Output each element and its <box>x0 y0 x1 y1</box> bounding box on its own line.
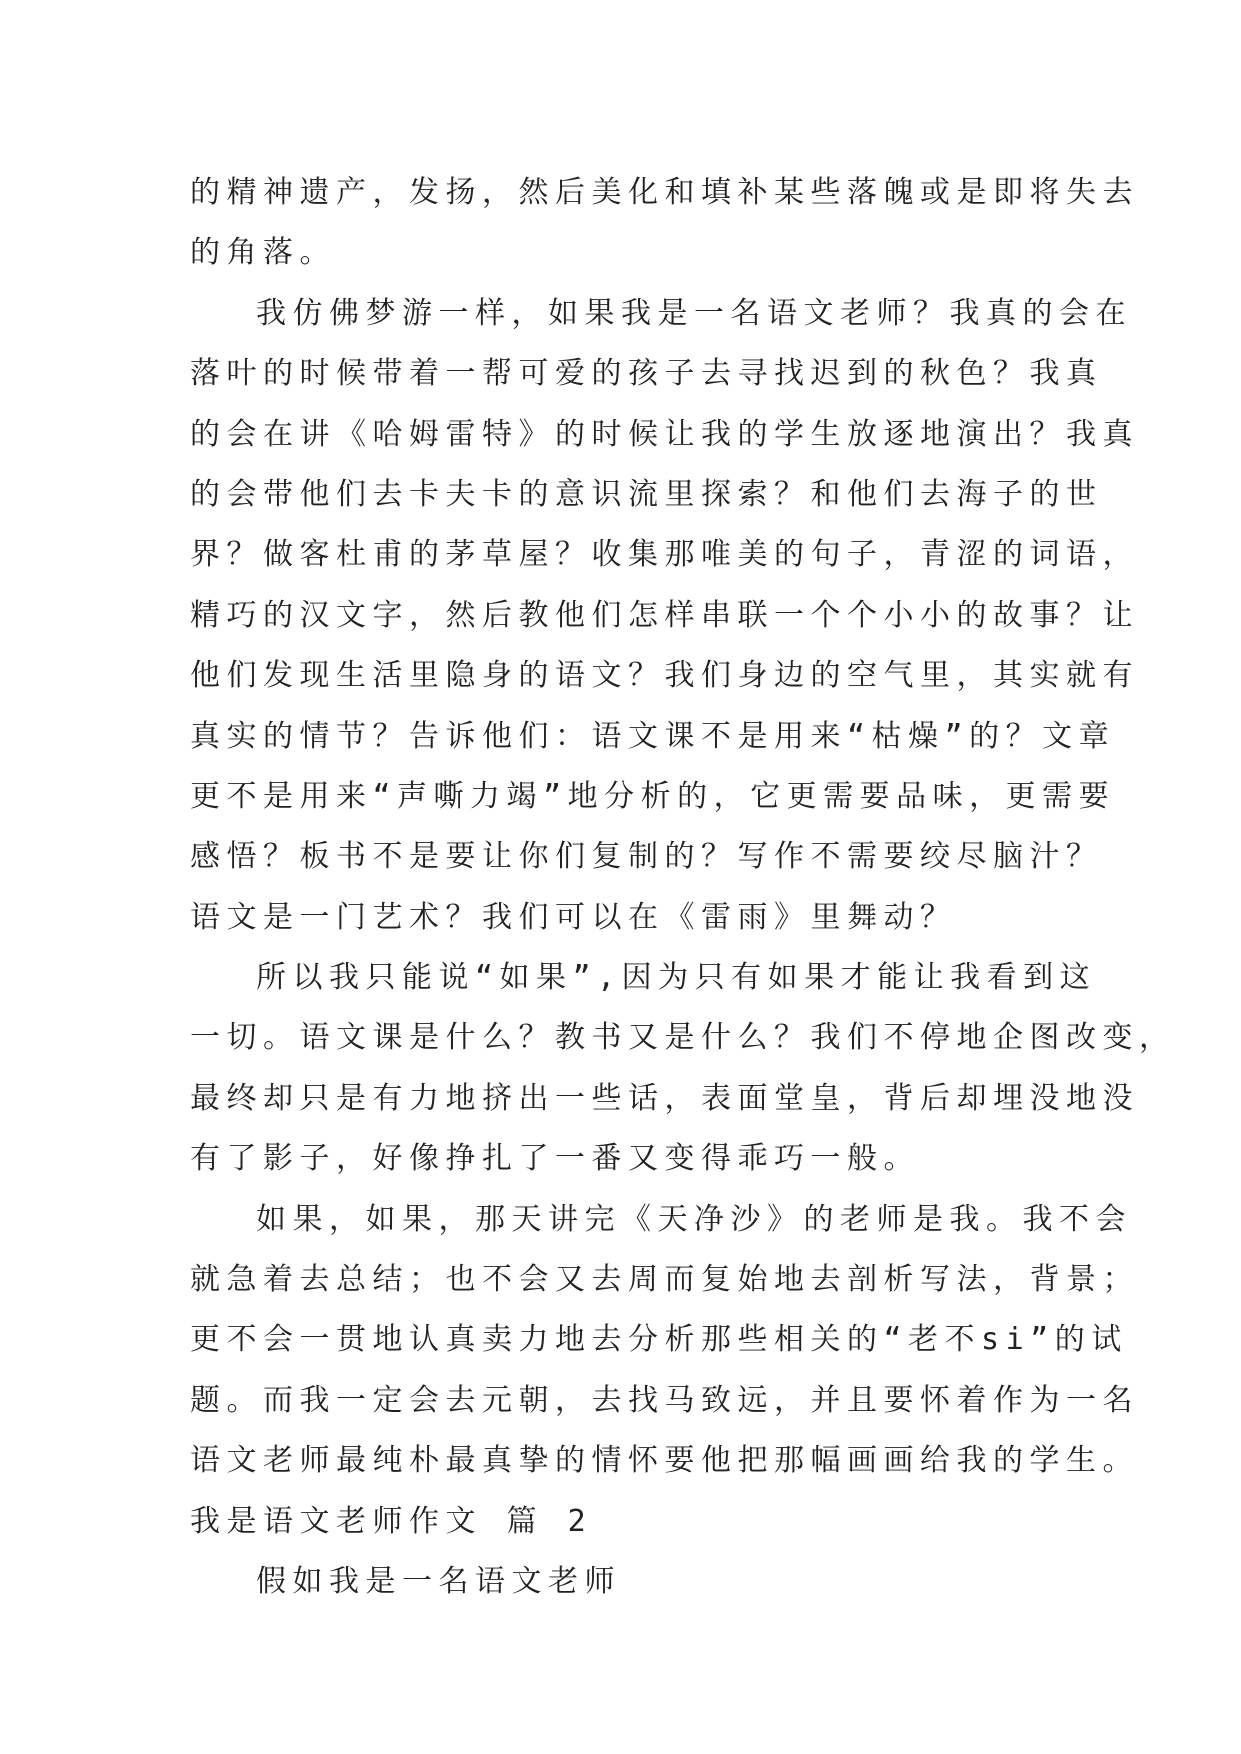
text-line: 题。而我一定会去元朝，去找马致远，并且要怀着作为一名 <box>190 1382 1139 1418</box>
text-line: 就急着去总结；也不会又去周而复始地去剖析写法，背景； <box>190 1262 1139 1298</box>
text-line: 一切。语文课是什么？教书又是什么？我们不停地企图改变， <box>190 1020 1176 1056</box>
text-line: 的会在讲《哈姆雷特》的时候让我的学生放逐地演出？我真 <box>190 416 1139 452</box>
text-line: 界？做客杜甫的茅草屋？收集那唯美的句子，青涩的词语， <box>190 537 1139 573</box>
text-line: 他们发现生活里隐身的语文？我们身边的空气里，其实就有 <box>190 658 1139 694</box>
text-line: 落叶的时候带着一帮可爱的孩子去寻找迟到的秋色？我真 <box>190 356 1103 392</box>
text-line: 更不会一贯地认真卖力地去分析那些相关的“老不si”的试 <box>190 1322 1128 1358</box>
document-page <box>190 163 1176 1612</box>
paragraph-first-line: 如果，如果，那天讲完《天净沙》的老师是我。我不会 <box>256 1201 1132 1237</box>
text-line: 更不是用来“声嘶力竭”地分析的，它更需要品味，更需要 <box>190 778 1116 814</box>
text-line: 语文老师最纯朴最真挚的情怀要他把那幅画画给我的学生。 <box>190 1443 1139 1479</box>
section-heading: 我是语文老师作文 篇 2 <box>190 1503 593 1539</box>
text-line: 语文是一门艺术？我们可以在《雷雨》里舞动？ <box>190 899 957 935</box>
text-line: 精巧的汉文字，然后教他们怎样串联一个个小小的故事？让 <box>190 597 1139 633</box>
text-line: 感悟？板书不是要让你们复制的？写作不需要绞尽脑汁？ <box>190 839 1103 875</box>
paragraph-first-line: 我仿佛梦游一样，如果我是一名语文老师？我真的会在 <box>256 295 1132 331</box>
text-line: 真实的情节？告诉他们：语文课不是用来“枯燥”的？文章 <box>190 718 1116 754</box>
essay-title: 假如我是一名语文老师 <box>256 1563 621 1599</box>
text-line: 的精神遗产，发扬，然后美化和填补某些落魄或是即将失去 <box>190 175 1139 210</box>
text-line: 的会带他们去卡夫卡的意识流里探索？和他们去海子的世 <box>190 476 1103 512</box>
text-line: 有了影子，好像挣扎了一番又变得乖巧一般。 <box>190 1141 920 1177</box>
text-line: 最终却只是有力地挤出一些话，表面堂皇，背后却埋没地没 <box>190 1080 1139 1116</box>
text-line: 的角落。 <box>190 235 336 271</box>
paragraph-first-line: 所以我只能说“如果”,因为只有如果才能让我看到这 <box>256 960 1097 996</box>
